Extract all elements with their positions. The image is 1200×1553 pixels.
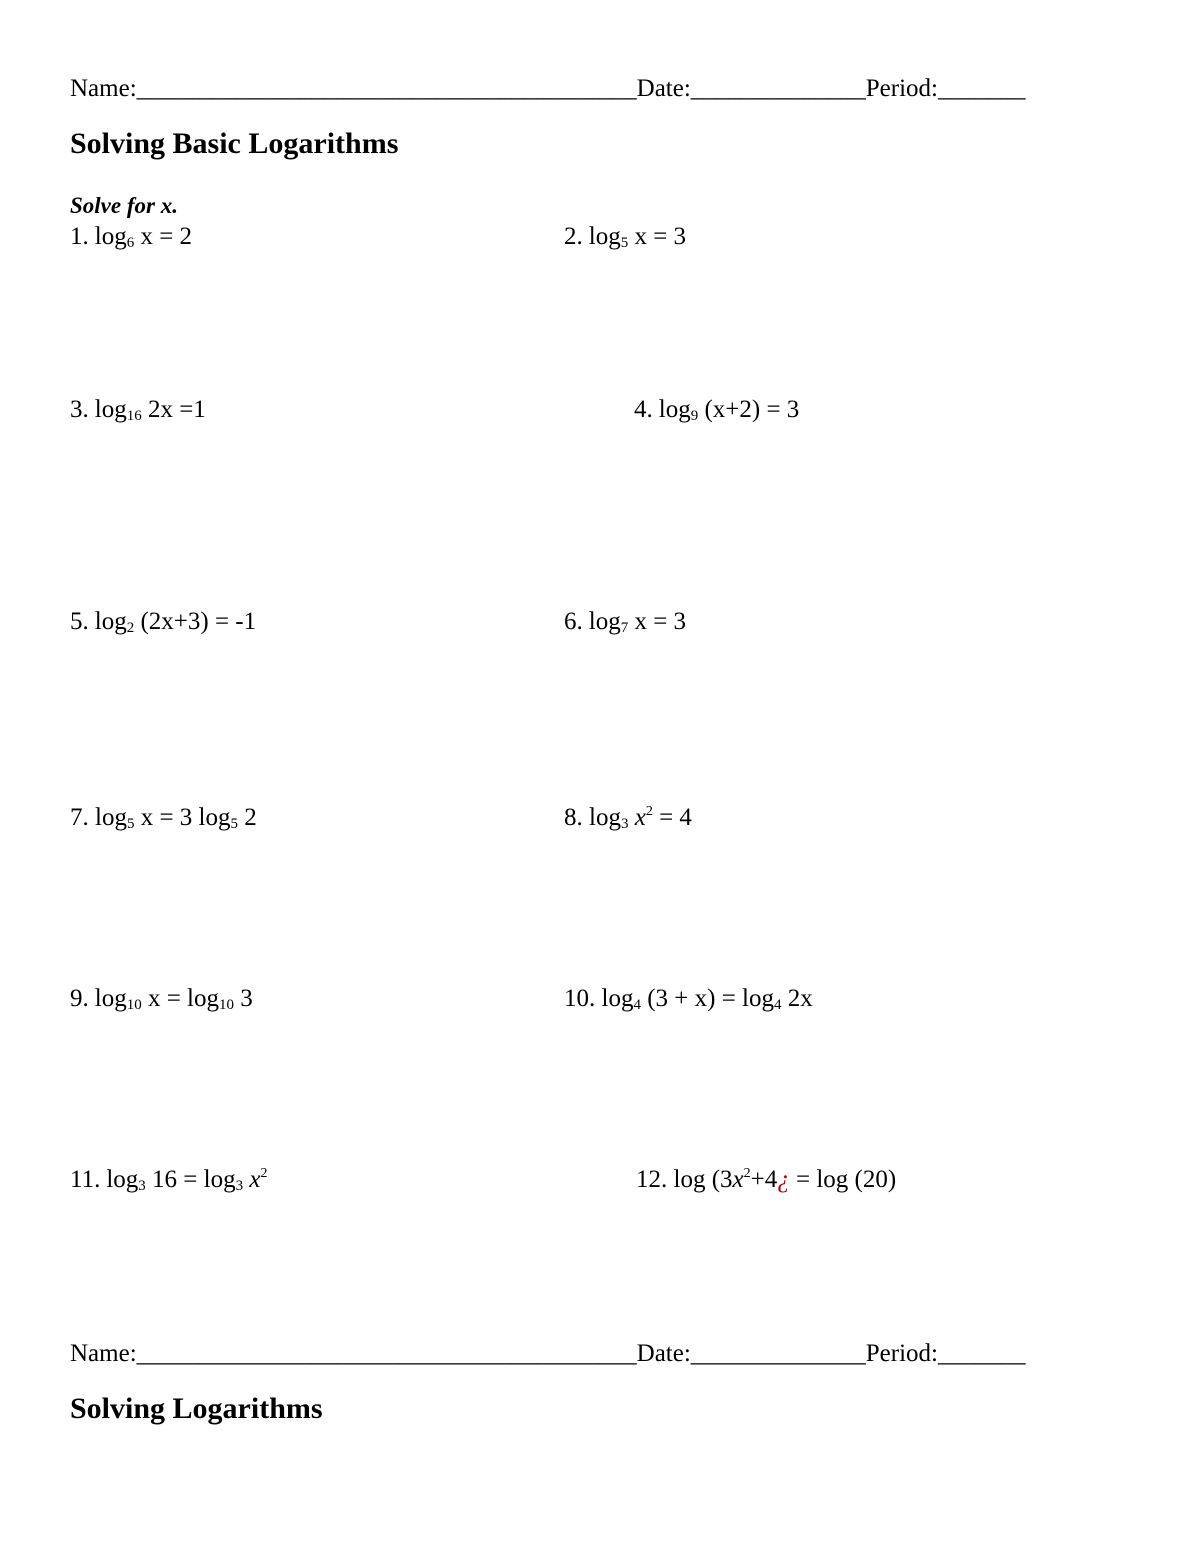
problem-number: 3.: [70, 396, 89, 423]
date-label: Date:: [636, 75, 691, 102]
problem-number: 1.: [70, 223, 89, 250]
equation-rest: 2x: [787, 985, 813, 1012]
log-base-right: 4: [774, 997, 782, 1013]
log-func: log: [94, 223, 127, 250]
problem-number: 9.: [70, 985, 89, 1012]
equation-rest: x = 3: [634, 608, 687, 635]
equation-rest: 2: [244, 804, 257, 831]
date-field[interactable]: ______________: [690, 75, 866, 102]
log-base: 5: [620, 235, 629, 251]
missing-glyph-mark: ¿: [777, 1166, 790, 1193]
problem-number: 7.: [70, 804, 89, 831]
equation-middle: x = log: [147, 985, 219, 1012]
name-label: Name:: [70, 1340, 137, 1367]
date-field[interactable]: ______________: [690, 1340, 866, 1367]
log-func: log: [589, 804, 621, 831]
name-field[interactable]: ________________________________________: [136, 1340, 637, 1367]
problem-4: [634, 395, 799, 425]
equation-rest: = log (20): [796, 1166, 897, 1193]
equation-middle: x = 3 log: [140, 804, 231, 831]
header-row: [70, 74, 1026, 104]
log-func: log: [95, 804, 127, 831]
log-func: log: [588, 608, 621, 635]
problem-7: [70, 803, 257, 833]
problem-8: [564, 803, 692, 833]
log-func: log: [94, 985, 127, 1012]
period-field[interactable]: _______: [938, 75, 1026, 102]
problem-number: 10.: [564, 985, 596, 1012]
name-field[interactable]: ________________________________________: [136, 75, 637, 102]
instructions: Solve for x.: [70, 193, 178, 218]
header-row-2: [70, 1339, 1026, 1369]
problem-11: [70, 1165, 267, 1195]
problem-number: 11.: [70, 1166, 101, 1193]
variable: x: [732, 1166, 744, 1193]
log-base: 16: [126, 408, 142, 424]
log-base-right: 5: [230, 816, 238, 832]
equation-middle: +4: [750, 1166, 778, 1193]
equation-rest: = 4: [659, 804, 692, 831]
problem-number: 2.: [564, 223, 583, 250]
log-func: log: [601, 985, 634, 1012]
log-base: 5: [126, 816, 135, 832]
worksheet-title: Solving Basic Logarithms: [70, 127, 399, 160]
worksheet-title-2: Solving Logarithms: [70, 1392, 323, 1425]
name-label: Name:: [70, 75, 137, 102]
problem-10: [564, 984, 813, 1014]
log-base: 2: [126, 620, 135, 636]
equation-start: log (3: [673, 1166, 733, 1193]
period-label: Period:: [865, 75, 938, 102]
problem-5: [70, 607, 256, 637]
equation-rest: 2x =1: [147, 396, 206, 423]
equation-middle: 16 = log: [152, 1166, 236, 1193]
problem-9: [70, 984, 253, 1014]
problem-number: 6.: [564, 608, 583, 635]
problem-number: 12.: [636, 1166, 668, 1193]
equation-rest: x = 2: [140, 223, 193, 250]
log-base: 7: [620, 620, 629, 636]
problem-6: [564, 607, 686, 637]
problem-number: 4.: [634, 396, 653, 423]
equation-rest: x = 3: [634, 223, 687, 250]
exponent: 2: [743, 1166, 751, 1181]
problem-number: 8.: [564, 804, 583, 831]
log-base: 3: [620, 816, 629, 832]
log-base: 6: [126, 235, 135, 251]
variable: x: [634, 804, 646, 831]
problem-3: [70, 395, 206, 425]
exponent: 2: [645, 804, 653, 819]
log-base: 9: [690, 408, 699, 424]
log-func: log: [94, 608, 127, 635]
log-base-right: 10: [219, 997, 234, 1013]
variable: x: [249, 1166, 261, 1193]
equation-rest: 3: [240, 985, 253, 1012]
log-func: log: [94, 396, 127, 423]
log-base-right: 3: [235, 1178, 244, 1194]
problem-1: [70, 222, 192, 252]
log-func: log: [658, 396, 691, 423]
problem-12: [636, 1165, 896, 1195]
equation-middle: (3 + x) = log: [647, 985, 774, 1012]
log-base: 3: [138, 1178, 146, 1194]
problem-number: 5.: [70, 608, 89, 635]
exponent: 2: [260, 1166, 268, 1181]
log-base: 10: [126, 997, 142, 1013]
log-base: 4: [633, 997, 641, 1013]
period-label: Period:: [865, 1340, 938, 1367]
date-label: Date:: [636, 1340, 691, 1367]
equation-rest: (2x+3) = -1: [140, 608, 257, 635]
equation-rest: (x+2) = 3: [704, 396, 800, 423]
period-field[interactable]: _______: [938, 1340, 1026, 1367]
problem-2: [564, 222, 686, 252]
log-func: log: [588, 223, 621, 250]
log-func: log: [106, 1166, 139, 1193]
